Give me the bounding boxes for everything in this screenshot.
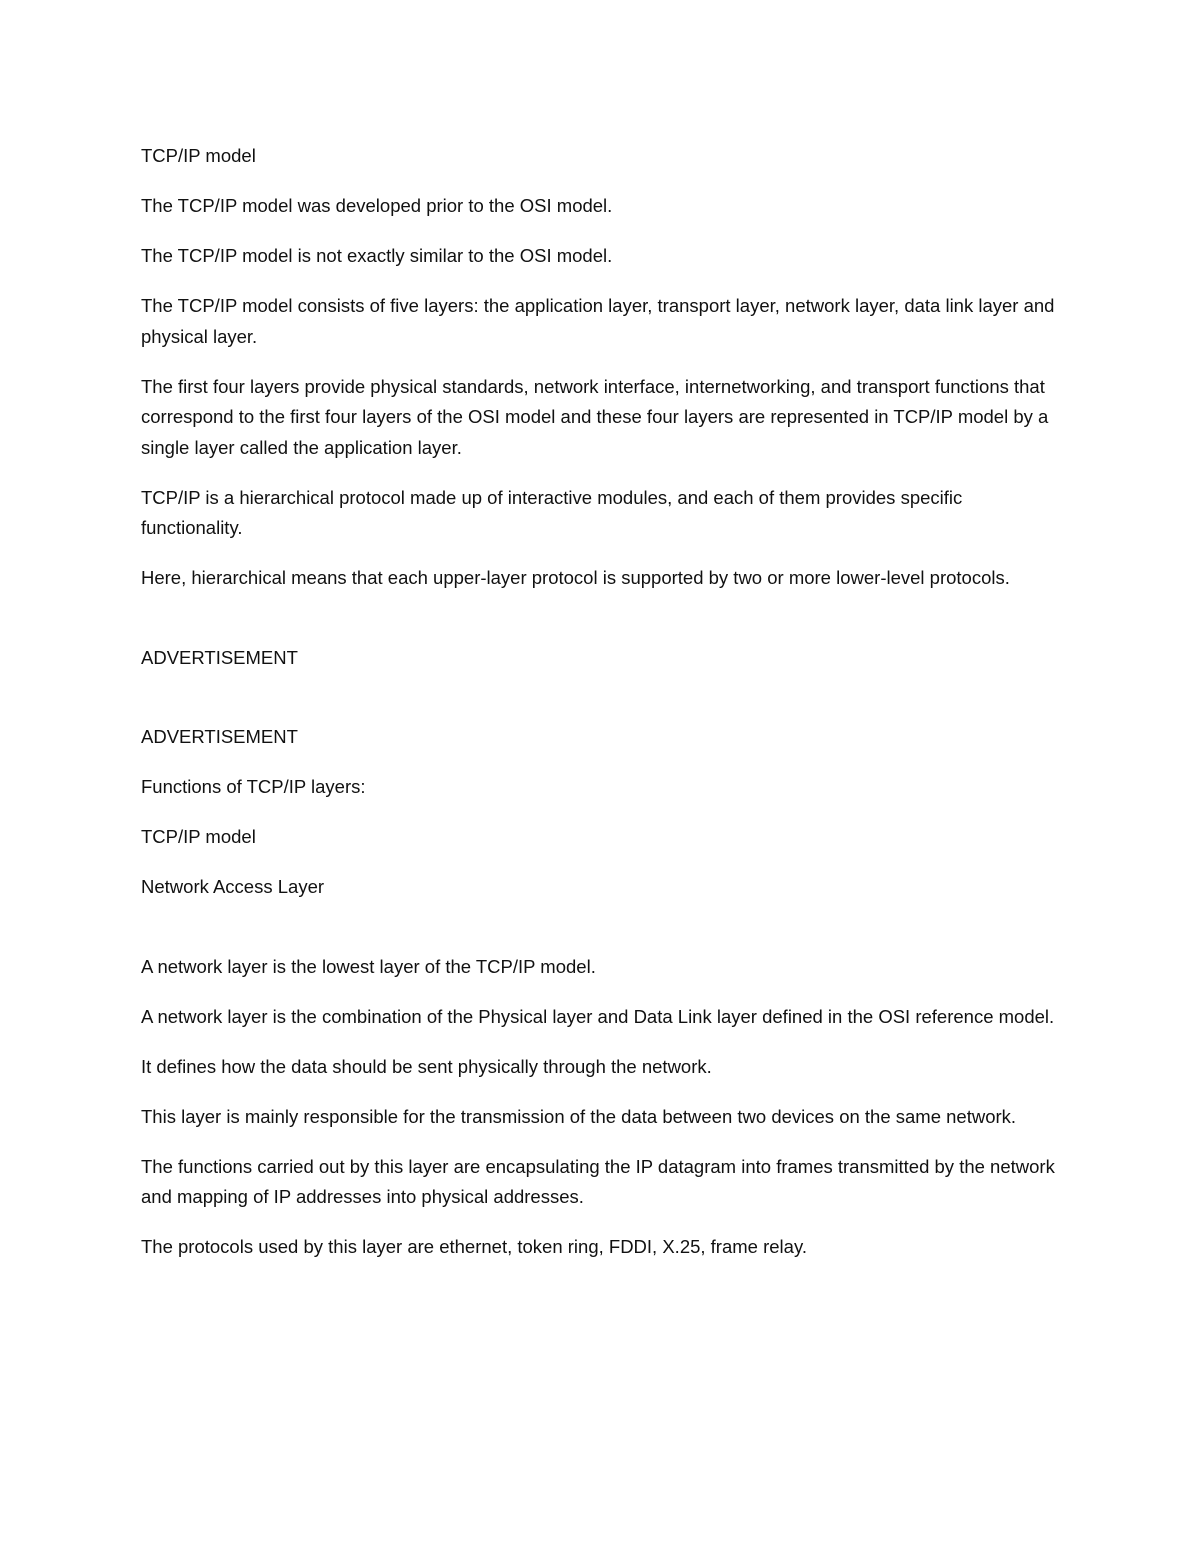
paragraph: TCP/IP model xyxy=(141,826,256,847)
paragraph: The first four layers provide physical standards, network interface, internetworking, and transport functions that correspond to the first four layers of the OSI model and these four layers are represented in TCP/IP model by a single layer called the application layer. xyxy=(141,375,1049,458)
paragraph: It defines how the data should be sent physically through the network. xyxy=(141,1055,712,1077)
section-heading: Functions of TCP/IP layers: xyxy=(141,776,366,797)
paragraph: The TCP/IP model is not exactly similar to the OSI model. xyxy=(141,245,613,266)
section-heading: Network Access Layer xyxy=(141,876,325,897)
advertisement-label: ADVERTISEMENT xyxy=(141,646,298,668)
paragraph: This layer is mainly responsible for the transmission of the data between two devices on the same network. xyxy=(141,1105,1017,1127)
paragraph: The functions carried out by this layer are encapsulating the IP datagram into frames transmitted by the network and mapping of IP addresses into physical addresses. xyxy=(141,1155,1055,1207)
paragraph: TCP/IP is a hierarchical protocol made up of interactive modules, and each of them provides specific functionality. xyxy=(141,486,963,538)
paragraph-title: TCP/IP model xyxy=(141,145,256,166)
paragraph: The protocols used by this layer are ethernet, token ring, FDDI, X.25, frame relay. xyxy=(141,1236,807,1257)
document-body xyxy=(141,141,1061,1282)
paragraph: Here, hierarchical means that each upper-layer protocol is supported by two or more lower-level protocols. xyxy=(141,567,1010,588)
advertisement-label: ADVERTISEMENT xyxy=(141,726,298,747)
paragraph: A network layer is the combination of the Physical layer and Data Link layer defined in the OSI reference model. xyxy=(141,1005,1055,1027)
paragraph: The TCP/IP model was developed prior to the OSI model. xyxy=(141,195,613,216)
paragraph: The TCP/IP model consists of five layers: the application layer, transport layer, network layer, data link layer and physical layer. xyxy=(141,295,1055,347)
paragraph: A network layer is the lowest layer of the TCP/IP model. xyxy=(141,955,596,977)
